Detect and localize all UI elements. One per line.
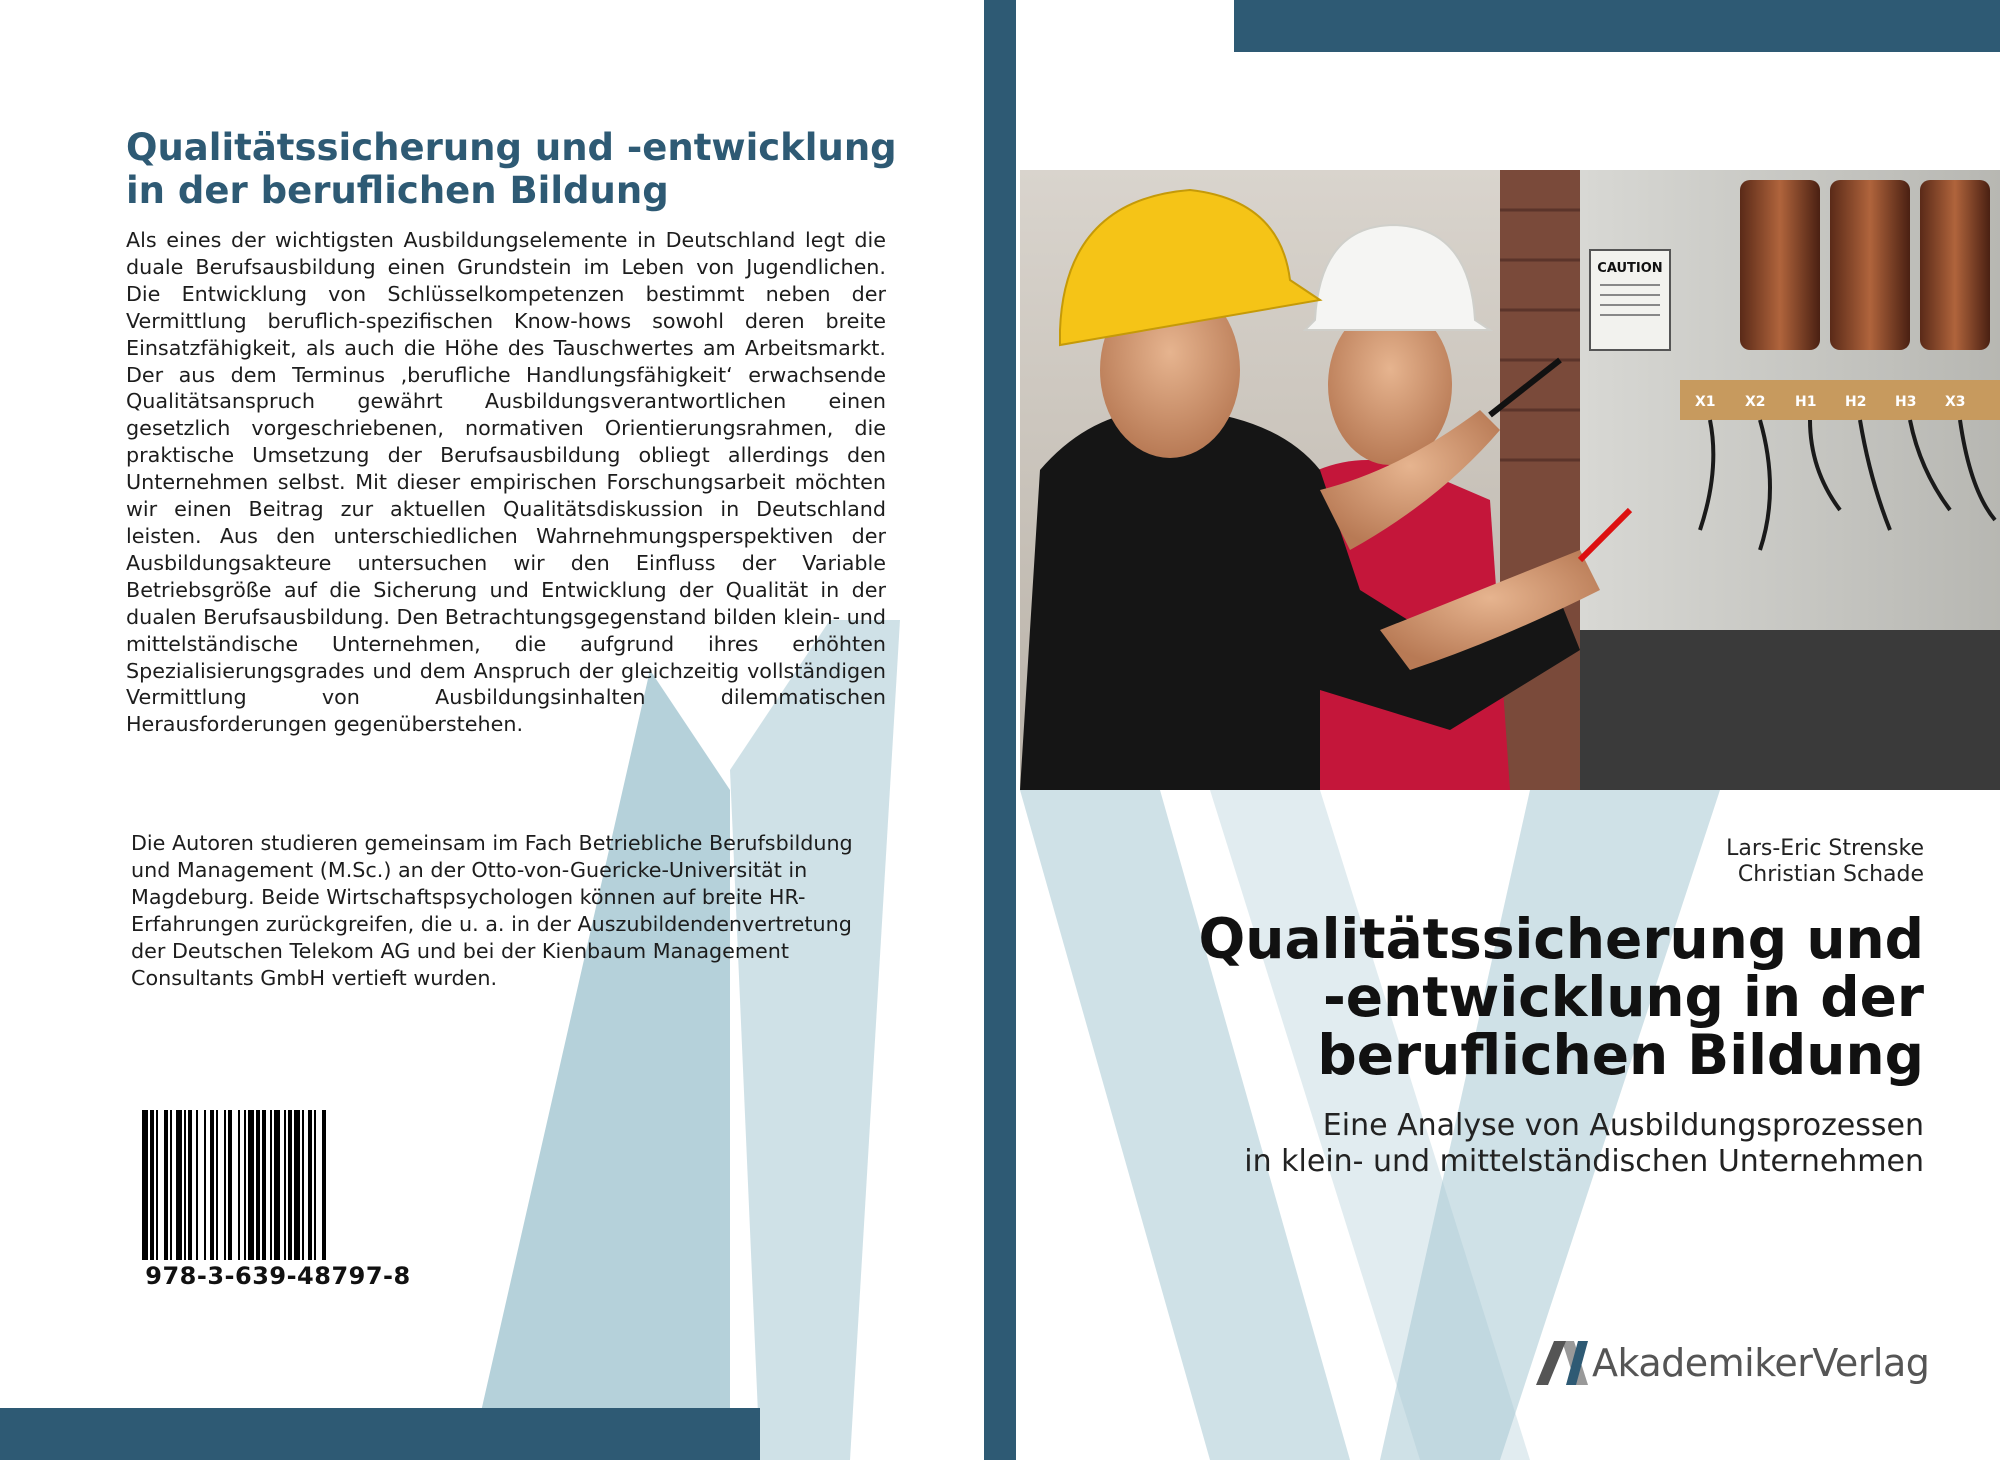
publisher-name: AkademikerVerlag — [1592, 1341, 1930, 1385]
front-author-2: Christian Schade — [1737, 862, 1924, 887]
back-bottom-bar — [0, 1408, 760, 1460]
barcode-bar — [224, 1110, 226, 1260]
back-cover-authors-bio: Die Autoren studieren gemeinsam im Fach Betriebliche Berufsbildung und Management (M.Sc.) an der Otto-von-Guericke-Universität in Magdeburg. Beide Wirtschaftspsychologen können auf breite HR- Erfahrungen zurückgreifen, die u. a. in der Auszubildendenvertretung der Deutschen Telekom AG und bei der Kienbaum Management Consultants GmbH vertieft wurden. — [131, 831, 853, 990]
barcode-bar — [228, 1110, 232, 1260]
terminal-label-1: X2 — [1745, 394, 1766, 410]
terminal-label-4: H3 — [1895, 394, 1917, 410]
barcode-bar — [184, 1110, 186, 1260]
barcode-bar — [188, 1110, 192, 1260]
barcode-bar — [314, 1110, 316, 1260]
terminal-label-3: H2 — [1845, 394, 1867, 410]
barcode-bar — [164, 1110, 168, 1260]
front-top-bar — [1234, 0, 2000, 52]
barcode-bar — [156, 1110, 158, 1260]
terminal-label-5: X3 — [1945, 394, 1966, 410]
front-cover-title: Qualitätssicherung und -entwicklung in der beruflichen Bildung — [1198, 907, 1924, 1087]
barcode-bar — [216, 1110, 218, 1260]
back-logo-shape-right — [730, 620, 900, 1460]
terminal-label-2: H1 — [1795, 394, 1817, 410]
barcode-bar — [274, 1110, 280, 1260]
back-cover-blurb: Als eines der wichtigsten Ausbildungselemente in Deutschland legt die duale Berufsausbildung einen Grundstein im Leben von Jugendlichen. Die Entwicklung von Schlüsselkompetenzen bestimmt neben der Vermittlung beruflich-spezifischen Know-hows sowohl deren breite Einsatzfähigkeit, als auch die Höhe des Tauschwertes am Arbeitsmarkt. Der aus dem Terminus ‚berufliche Handlungsfähigkeit‘ erwachsende Qualitätsanspruch gewährt Ausbildungsverantwortlichen einen gesetzlich vorgeschriebenen, normativen Orientierungsrahmen, die praktische Umsetzung der Berufsausbildung obliegt allerdings den Unternehmen selbst. Mit dieser empirischen Forschungsarbeit möchten wir einen Beitrag zur aktuellen Qualitätsdiskussion in Deutschland leisten. Aus den unterschiedlichen Wahrnehmungsperspektiven der Ausbildungsakteure untersuchen wir den Einfluss der Variable Betriebsgröße auf die Sicherung und Entwicklung der Qualität in der dualen Berufsausbildung. Den Betrachtungsgegenstand bilden klein- und mittelständische Unternehmen, die aufgrund ihres erhöhten Spezialisierungsgrades und dem Anspruch der gleichzeitig vollständigen Vermittlung von Ausbildungsinhalten dilemmatischen Herausforderungen gegenüberstehen. — [126, 228, 886, 737]
isbn-number: 978-3-639-48797-8 — [145, 1262, 411, 1290]
spine — [984, 0, 1016, 1460]
barcode-bar — [322, 1110, 326, 1260]
barcode-bar — [210, 1110, 214, 1260]
cover-photo-electricians — [1020, 170, 2000, 790]
publisher-logo — [1536, 1337, 1930, 1393]
barcode-bar — [142, 1110, 148, 1260]
barcode-bar — [176, 1110, 182, 1260]
barcode-bar — [248, 1110, 254, 1260]
barcode-bar — [288, 1110, 292, 1260]
front-author-1: Lars-Eric Strenske — [1726, 836, 1924, 861]
barcode-bar — [256, 1110, 260, 1260]
barcode-bar — [284, 1110, 286, 1260]
barcode-bar — [238, 1110, 240, 1260]
barcode-bar — [170, 1110, 172, 1260]
barcode-bar — [196, 1110, 198, 1260]
terminal-label-0: X1 — [1695, 394, 1716, 410]
barcode-bar — [294, 1110, 300, 1260]
barcode-bar — [302, 1110, 304, 1260]
barcode-bar — [308, 1110, 312, 1260]
barcode-bar — [150, 1110, 154, 1260]
caution-sign-text: CAUTION — [1597, 261, 1663, 276]
front-cover-subtitle: Eine Analyse von Ausbildungsprozessen in klein- und mittelständischen Unternehmen — [1244, 1108, 1924, 1179]
barcode-bar — [270, 1110, 272, 1260]
barcode-bar — [262, 1110, 266, 1260]
av-logo-icon — [1536, 1341, 1588, 1385]
back-logo-shape-left — [470, 670, 730, 1460]
barcode-bar — [244, 1110, 246, 1260]
back-cover-title: Qualitätssicherung und -entwicklung in der beruflichen Bildung — [126, 126, 897, 212]
barcode-bar — [204, 1110, 206, 1260]
